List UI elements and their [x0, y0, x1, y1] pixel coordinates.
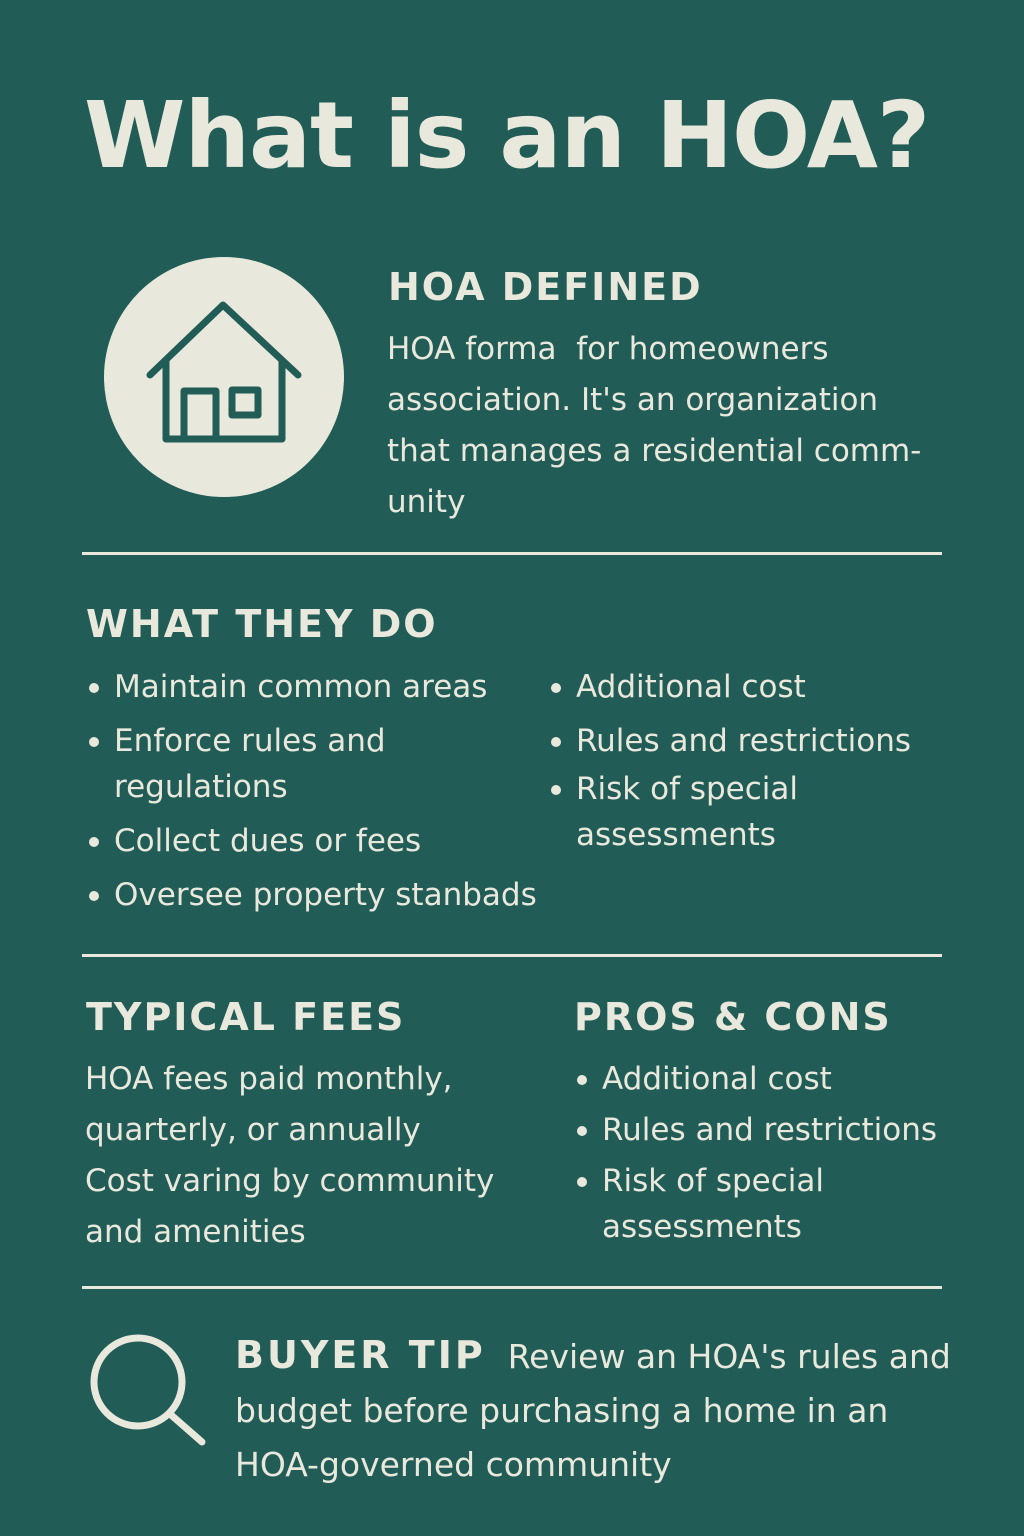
- what-they-do-list: [86, 664, 546, 926]
- defined-line: HOA forma for homeowners: [387, 331, 829, 367]
- pros-cons-list: [574, 1056, 964, 1255]
- what-they-do-heading: WHAT THEY DO: [86, 602, 438, 646]
- list-item: Risk of special assessments: [574, 1158, 862, 1250]
- divider: [82, 1286, 942, 1289]
- fees-line: and amenities: [85, 1214, 306, 1250]
- defined-text: [387, 324, 967, 528]
- defined-line: unity: [387, 484, 466, 520]
- fees-line: Cost varing by community: [85, 1163, 495, 1199]
- defined-line: association. It's an organization: [387, 382, 879, 418]
- search-icon: [86, 1330, 216, 1460]
- house-icon: [104, 257, 344, 497]
- divider: [82, 552, 942, 555]
- list-item: Oversee property stanbads: [86, 872, 546, 918]
- defined-line: that manages a residential comm-: [387, 433, 922, 469]
- typical-fees-text: [85, 1054, 555, 1258]
- page-title: What is an HOA?: [84, 82, 930, 189]
- list-item: Additional cost: [548, 664, 948, 710]
- defined-heading: HOA DEFINED: [388, 265, 703, 309]
- fees-line: quarterly, or annually: [85, 1112, 421, 1148]
- list-item: Collect dues or fees: [86, 818, 546, 864]
- list-item: Rules and restrictions: [574, 1107, 964, 1153]
- buyer-tip-heading: BUYER TIP: [235, 1333, 486, 1377]
- what-they-do-side-list: [548, 664, 948, 866]
- fees-line: HOA fees paid monthly,: [85, 1061, 453, 1097]
- list-item: Additional cost: [574, 1056, 964, 1102]
- divider: [82, 954, 942, 957]
- pros-cons-heading: PROS & CONS: [574, 995, 892, 1039]
- list-item: Risk of special assessments: [548, 766, 836, 858]
- list-item: Rules and restrictions: [548, 718, 948, 764]
- list-item: Maintain common areas: [86, 664, 546, 710]
- list-item: Enforce rules and regulations: [86, 718, 414, 810]
- buyer-tip-text: Review an HOA's rules and budget before purchasing a home in an HOA-governed community: [235, 1337, 951, 1484]
- buyer-tip: [235, 1328, 955, 1492]
- typical-fees-heading: TYPICAL FEES: [86, 995, 406, 1039]
